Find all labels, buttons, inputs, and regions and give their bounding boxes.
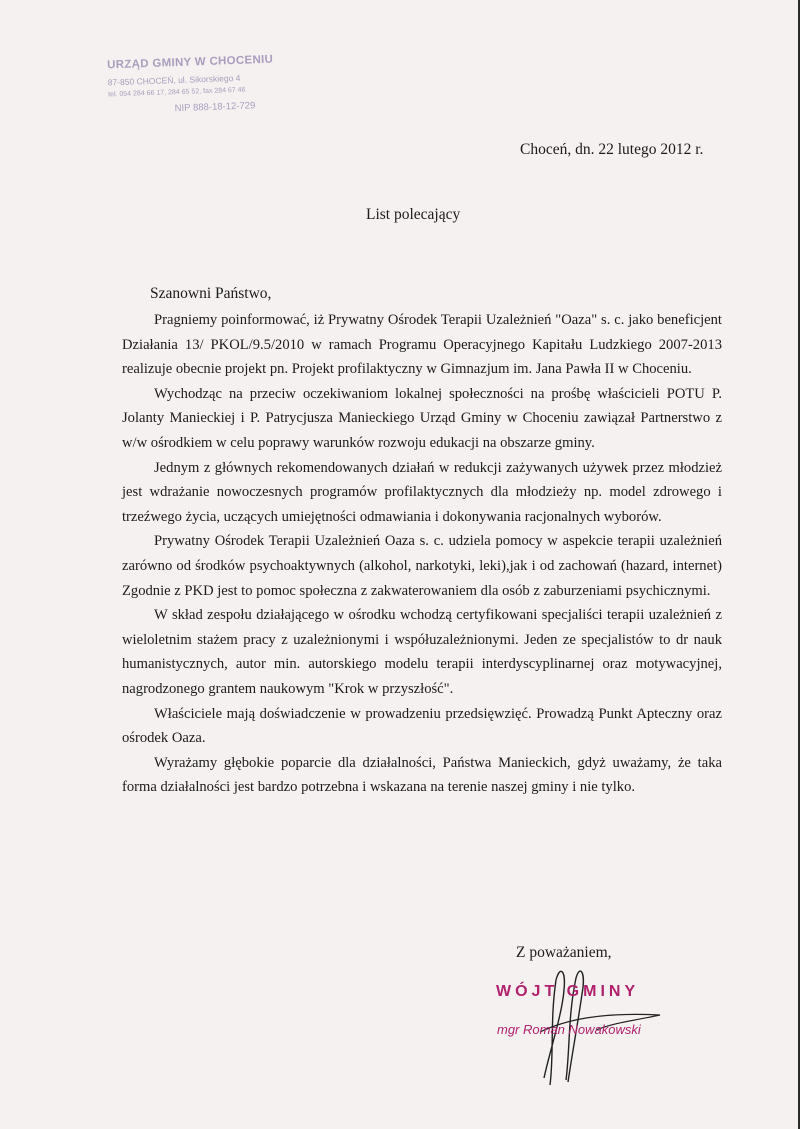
stamp-nip: NIP 888-18-12-729 [174, 100, 256, 115]
signatory-title: WÓJT GMINY [496, 983, 640, 1000]
closing: Z poważaniem, [516, 944, 612, 961]
paragraph: Wychodząc na przeciw oczekiwaniom lokalnej społeczności na prośbę właścicieli POTU P. Jolanty Manieckiej i P. Patrycjusza Manieckiego Urząd Gminy w Choceniu zawiązał Partnerstwo z w/w ośrodkiem w celu poprawy warunków rozwoju edukacji na obszarze gminy. [122, 385, 722, 451]
stamp-office-name: URZĄD GMINY W CHOCENIU [106, 53, 274, 72]
stamp-address: 87-850 CHOCEŃ, ul. Sikorskiego 4 [107, 72, 241, 88]
paragraph: W skład zespołu działającego w ośrodku wchodzą certyfikowani specjaliści terapii uzależnień z wieloletnim stażem pracy z uzależnionymi i współuzależnionymi. Jeden ze specjalistów to dr nauk humanistycznych, autor min. autorskiego modelu terapii interdyscyplinarnej oraz motywacyjnej, nagrodzonego grantem naukowym "Krok w przyszłość". [122, 607, 722, 697]
stamp-phone: tel. 054 284 66 17, 284 65 52, fax 284 67 46 [108, 86, 246, 99]
letter-body [122, 308, 722, 800]
office-stamp [105, 53, 307, 124]
letter-title: List polecający [366, 206, 461, 223]
signatory-name: mgr Roman Nowakowski [497, 1022, 641, 1037]
paragraph: Jednym z głównych rekomendowanych działań w redukcji zażywanych używek przez młodzież jest wdrażanie nowoczesnych programów profilaktycznych dla młodzieży np. model zdrowego i trzeźwego życia, uczących umiejętności odmawiania i dokonywania racjonalnych wyborów. [122, 459, 722, 525]
letter-date: Choceń, dn. 22 lutego 2012 r. [520, 141, 704, 158]
paragraph: Prywatny Ośrodek Terapii Uzależnień Oaza s. c. udziela pomocy w aspekcie terapii uzależnień zarówno od środków psychoaktywnych (alkohol, narkotyki, leki),jak i od zachowań (hazard, internet) Zgodnie z PKD jest to pomoc społeczna z zakwaterowaniem dla osób z zaburzeniami psychicznymi. [122, 533, 722, 599]
paragraph: Właściciele mają doświadczenie w prowadzeniu przedsięwzięć. Prowadzą Punkt Apteczny oraz ośrodek Oaza. [122, 705, 722, 747]
paragraph: Pragniemy poinformować, iż Prywatny Ośrodek Terapii Uzależnień "Oaza" s. c. jako beneficjent Działania 13/ PKOL/9.5/2010 w ramach Programu Operacyjnego Kapitału Ludzkiego 2007-2013 realizuje obecnie projekt pn. Projekt profilaktyczny w Gimnazjum im. Jana Pawła II w Choceniu. [122, 312, 722, 378]
salutation: Szanowni Państwo, [150, 285, 272, 302]
paragraph: Wyrażamy głębokie poparcie dla działalności, Państwa Manieckich, gdyż uważamy, że taka forma działalności jest bardzo potrzebna i wskazana na terenie naszej gminy i nie tylko. [122, 754, 722, 796]
